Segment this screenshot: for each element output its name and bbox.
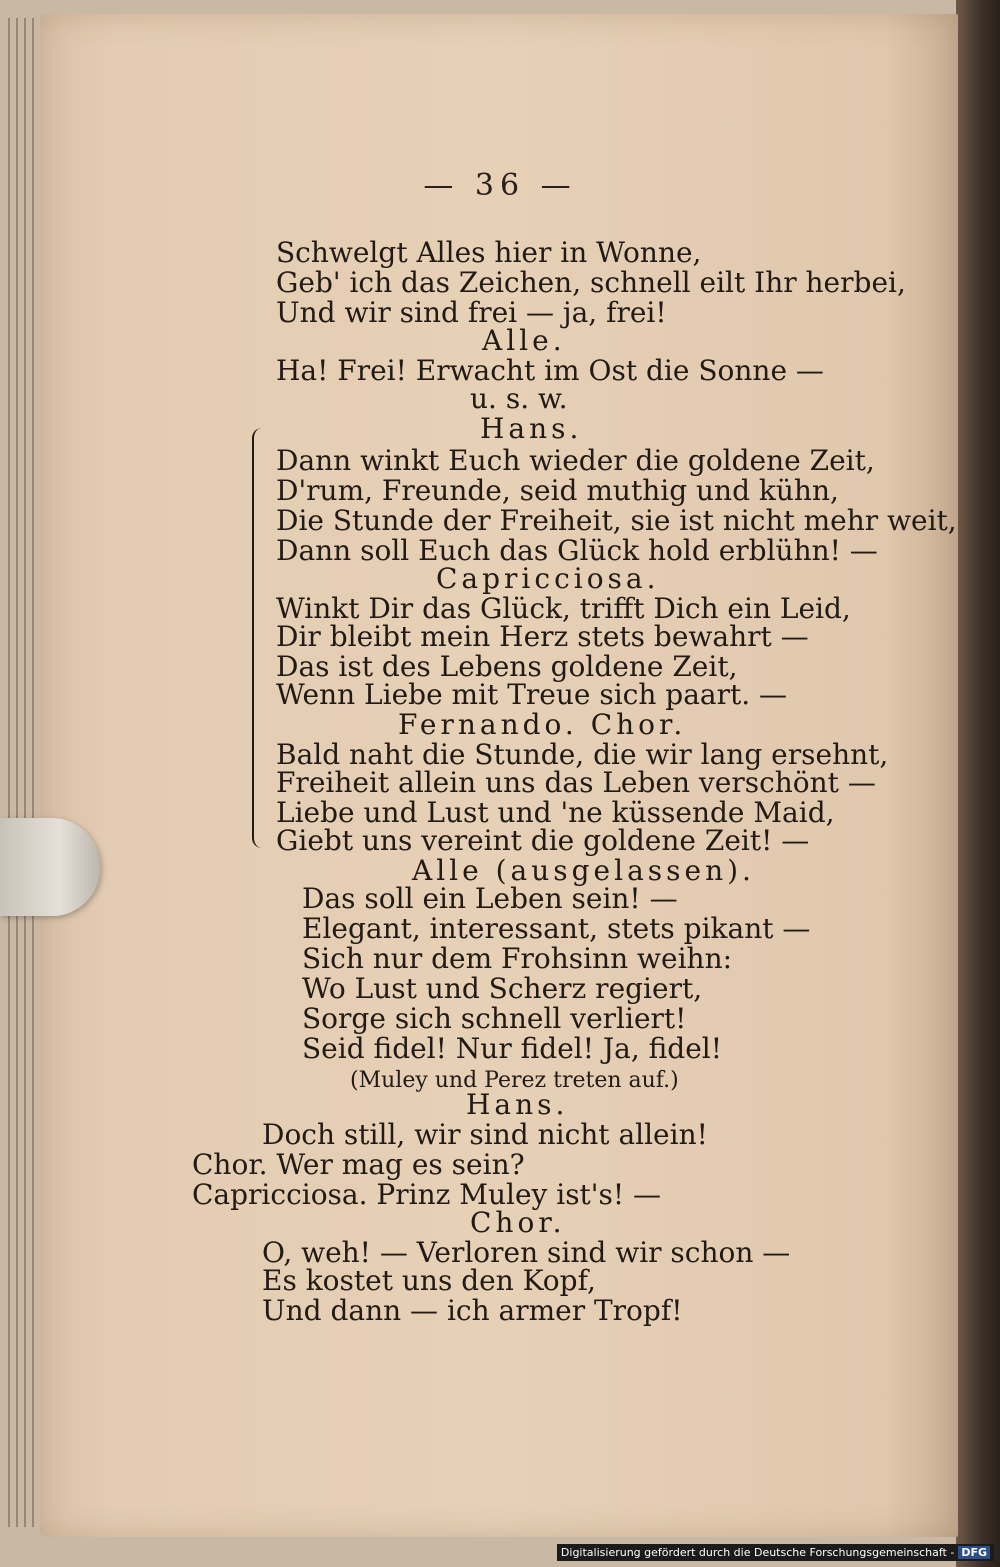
verse-line: Dann winkt Euch wieder die goldene Zeit, [276,444,875,477]
verse-line: Elegant, interessant, stets pikant — [302,912,811,945]
verse-brace [252,428,264,848]
verse-line: Giebt uns vereint die goldene Zeit! — [276,824,810,857]
verse-line: Dann soll Euch das Glück hold erblühn! — [276,534,878,567]
dfg-logo: DFG [958,1546,990,1559]
verse-line: Seid fidel! Nur fidel! Ja, fidel! [302,1032,722,1065]
verse-line: Das ist des Lebens goldene Zeit, [276,650,738,683]
verse-line: O, weh! — Verloren sind wir schon — [262,1236,791,1269]
verse-line: D'rum, Freunde, seid muthig und kühn, [276,474,839,507]
verse-line: Geb' ich das Zeichen, schnell eilt Ihr herbei, [276,266,906,299]
speaker-label: Alle. [482,324,566,357]
page-edge [24,18,26,1527]
stage-direction: (Muley und Perez treten auf.) [350,1068,679,1093]
page-edge [16,18,18,1527]
page-number: — 36 — [423,168,577,203]
verse-line: Doch still, wir sind nicht allein! [262,1118,708,1151]
verse-line: Ha! Frei! Erwacht im Ost die Sonne — [276,354,824,387]
verse-line: Winkt Dir das Glück, trifft Dich ein Leid, [276,592,851,625]
verse-line: Schwelgt Alles hier in Wonne, [276,236,702,269]
credit-text: Digitalisierung gefördert durch die Deutsche Forschungsgemeinschaft - [560,1546,955,1559]
verse-line: Bald naht die Stunde, die wir lang ersehnt, [276,738,889,771]
verse-line: Die Stunde der Freiheit, sie ist nicht mehr weit, [276,504,957,537]
verse-line: Capricciosa. Prinz Muley ist's! — [192,1178,662,1211]
speaker-label: Alle (ausgelassen). [412,854,755,887]
verse-line: Das soll ein Leben sein! — [302,882,678,915]
speaker-label: Hans. [466,1088,569,1121]
verse-line: Wenn Liebe mit Treue sich paart. — [276,678,788,711]
book-binding [956,0,1000,1567]
verse-line: Sich nur dem Frohsinn weihn: [302,942,733,975]
page-edge [32,18,34,1527]
verse-line: Wo Lust und Scherz regiert, [302,972,703,1005]
speaker-label: Capricciosa. [436,562,660,595]
page-edge [8,18,10,1527]
verse-line: Es kostet uns den Kopf, [262,1264,596,1297]
digitization-credit [557,1544,994,1561]
speaker-label: Chor. [470,1206,566,1239]
verse-line: Freiheit allein uns das Leben verschönt — [276,766,876,799]
verse-line: u. s. w. [470,382,568,415]
verse-line: Und wir sind frei — ja, frei! [276,296,667,329]
paper-clip [0,818,100,916]
speaker-label: Fernando. Chor. [398,708,687,741]
speaker-label: Hans. [480,412,583,445]
verse-line: Dir bleibt mein Herz stets bewahrt — [276,620,809,653]
verse-line: Chor. Wer mag es sein? [192,1148,525,1181]
verse-line: Liebe und Lust und 'ne küssende Maid, [276,796,835,829]
verse-line: Und dann — ich armer Tropf! [262,1294,683,1327]
verse-line: Sorge sich schnell verliert! [302,1002,687,1035]
